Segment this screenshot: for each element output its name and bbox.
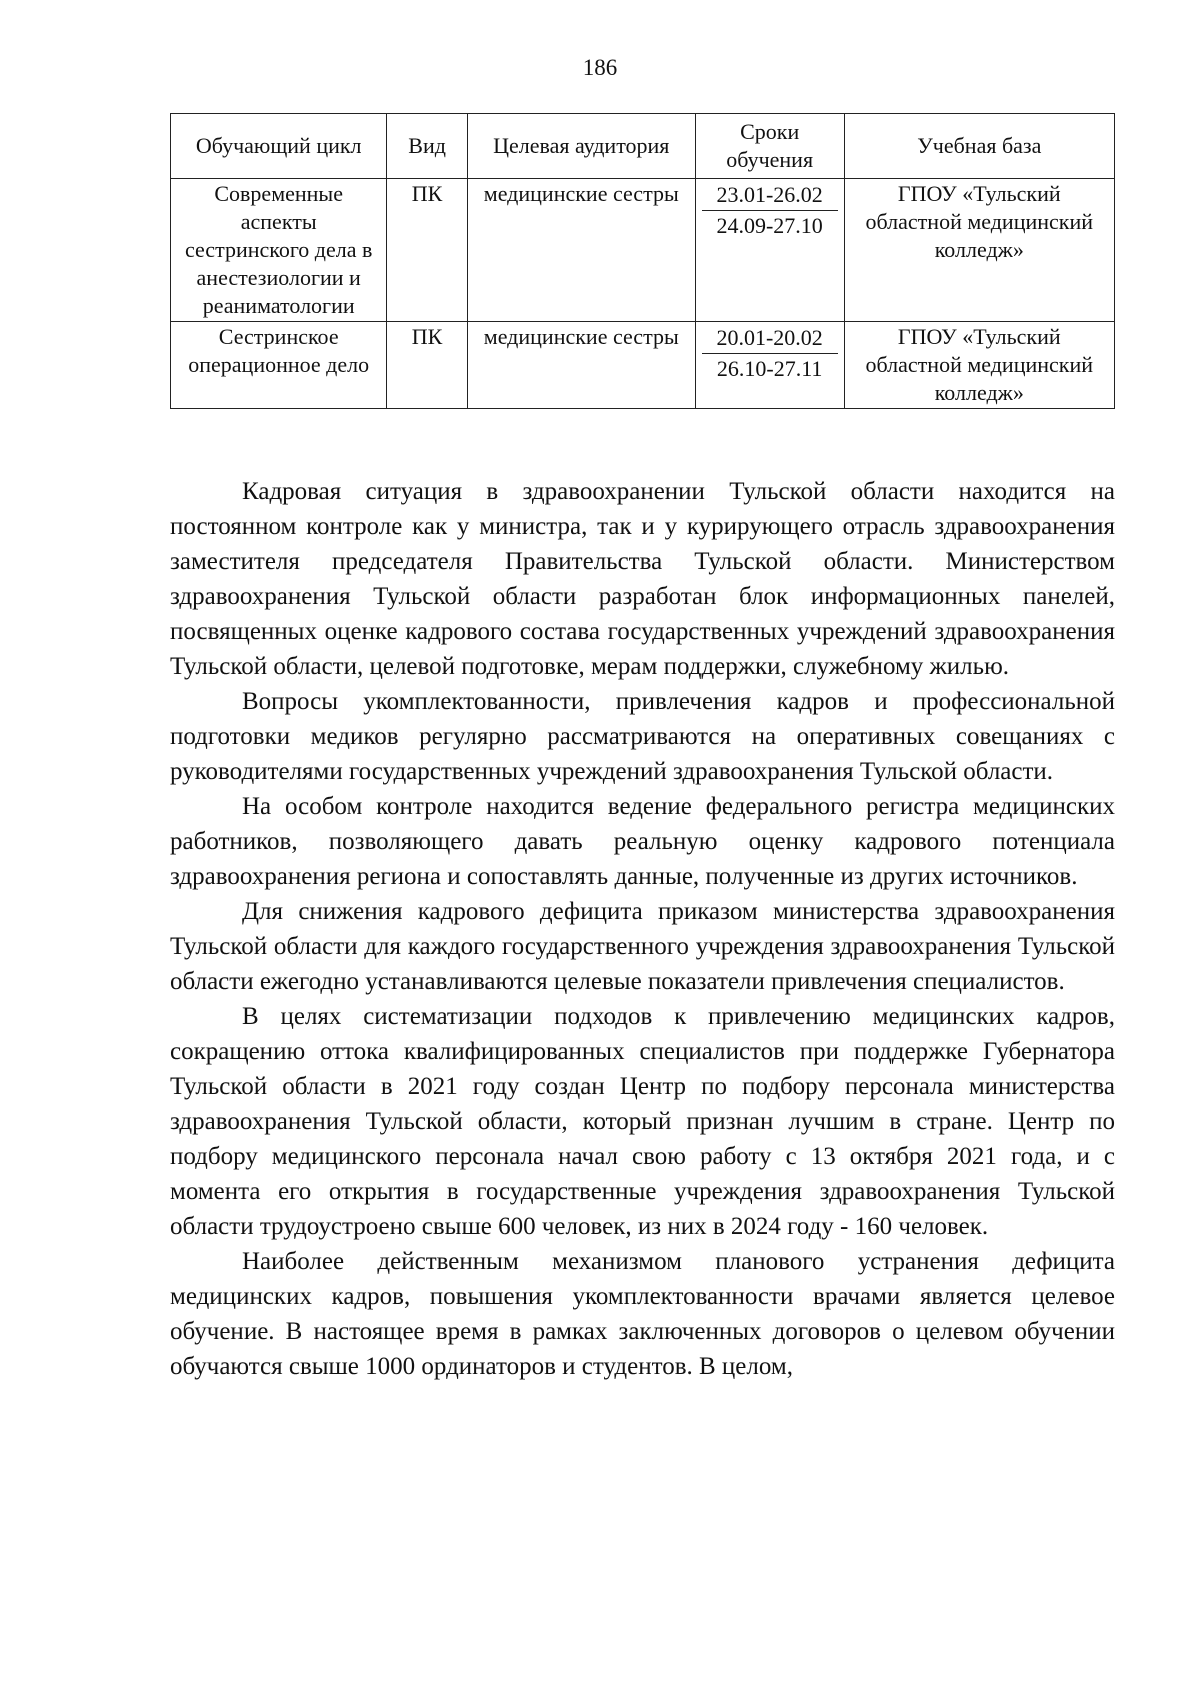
date-range: 24.09-27.10 [702,210,838,241]
body-text [170,474,1115,1384]
header-cycle: Обучающий цикл [171,114,387,179]
date-range: 23.01-26.02 [716,182,823,207]
header-audience: Целевая аудитория [467,114,695,179]
paragraph: В целях систематизации подходов к привлечению медицинских кадров, сокращению оттока квалифицированных специалистов при поддержке Губернатора Тульской области в 2021 году создан Центр по подбору персонала министерства здравоохранения Тульской области, который признан лучшим в стране. Центр по подбору медицинского персонала начал свою работу с 13 октября 2021 года, и с момента его открытия в государственные учреждения здравоохранения Тульской области трудоустроено свыше 600 человек, из них в 2024 году - 160 человек. [170,1003,1115,1240]
cell-cycle: Современные аспекты сестринского дела в анестезиологии и реаниматологии [171,179,387,322]
cell-dates [695,179,844,322]
training-cycles-table [170,113,1115,409]
paragraph: Наиболее действенным механизмом планового устранения дефицита медицинских кадров, повышения укомплектованности врачами является целевое обучение. В настоящее время в рамках заключенных договоров о целевом обучении обучаются свыше 1000 ординаторов и студентов. В целом, [170,1248,1115,1380]
paragraph: Для снижения кадрового дефицита приказом министерства здравоохранения Тульской области для каждого государственного учреждения здравоохранения Тульской области ежегодно устанавливаются целевые показатели привлечения специалистов. [170,898,1115,995]
header-type: Вид [387,114,467,179]
date-range: 26.10-27.11 [702,353,838,384]
cell-type: ПК [387,322,467,409]
cell-cycle: Сестринское операционное дело [171,322,387,409]
table-row [171,322,1115,409]
paragraph: На особом контроле находится ведение федерального регистра медицинских работников, позволяющего давать реальную оценку кадрового потенциала здравоохранения региона и сопоставлять данные, полученные из других источников. [170,793,1115,890]
cell-dates [695,322,844,409]
cell-base: ГПОУ «Тульский областной медицинский колледж» [844,179,1114,322]
paragraph: Кадровая ситуация в здравоохранении Тульской области находится на постоянном контроле как у министра, так и у курирующего отрасль здравоохранения заместителя председателя Правительства Тульской области. Министерством здравоохранения Тульской области разработан блок информационных панелей, посвященных оценке кадрового состава государственных учреждений здравоохранения Тульской области, целевой подготовке, мерам поддержки, служебному жилью. [170,478,1115,680]
date-range: 20.01-20.02 [716,325,823,350]
header-dates: Сроки обучения [695,114,844,179]
page-number: 186 [582,55,618,80]
header-base: Учебная база [844,114,1114,179]
table-row [171,179,1115,322]
table-header-row [171,114,1115,179]
paragraph: Вопросы укомплектованности, привлечения кадров и профессиональной подготовки медиков регулярно рассматриваются на оперативных совещаниях с руководителями государственных учреждений здравоохранения Тульской области. [170,688,1115,785]
cell-base: ГПОУ «Тульский областной медицинский колледж» [844,322,1114,409]
cell-audience: медицинские сестры [467,179,695,322]
cell-audience: медицинские сестры [467,322,695,409]
cell-type: ПК [387,179,467,322]
